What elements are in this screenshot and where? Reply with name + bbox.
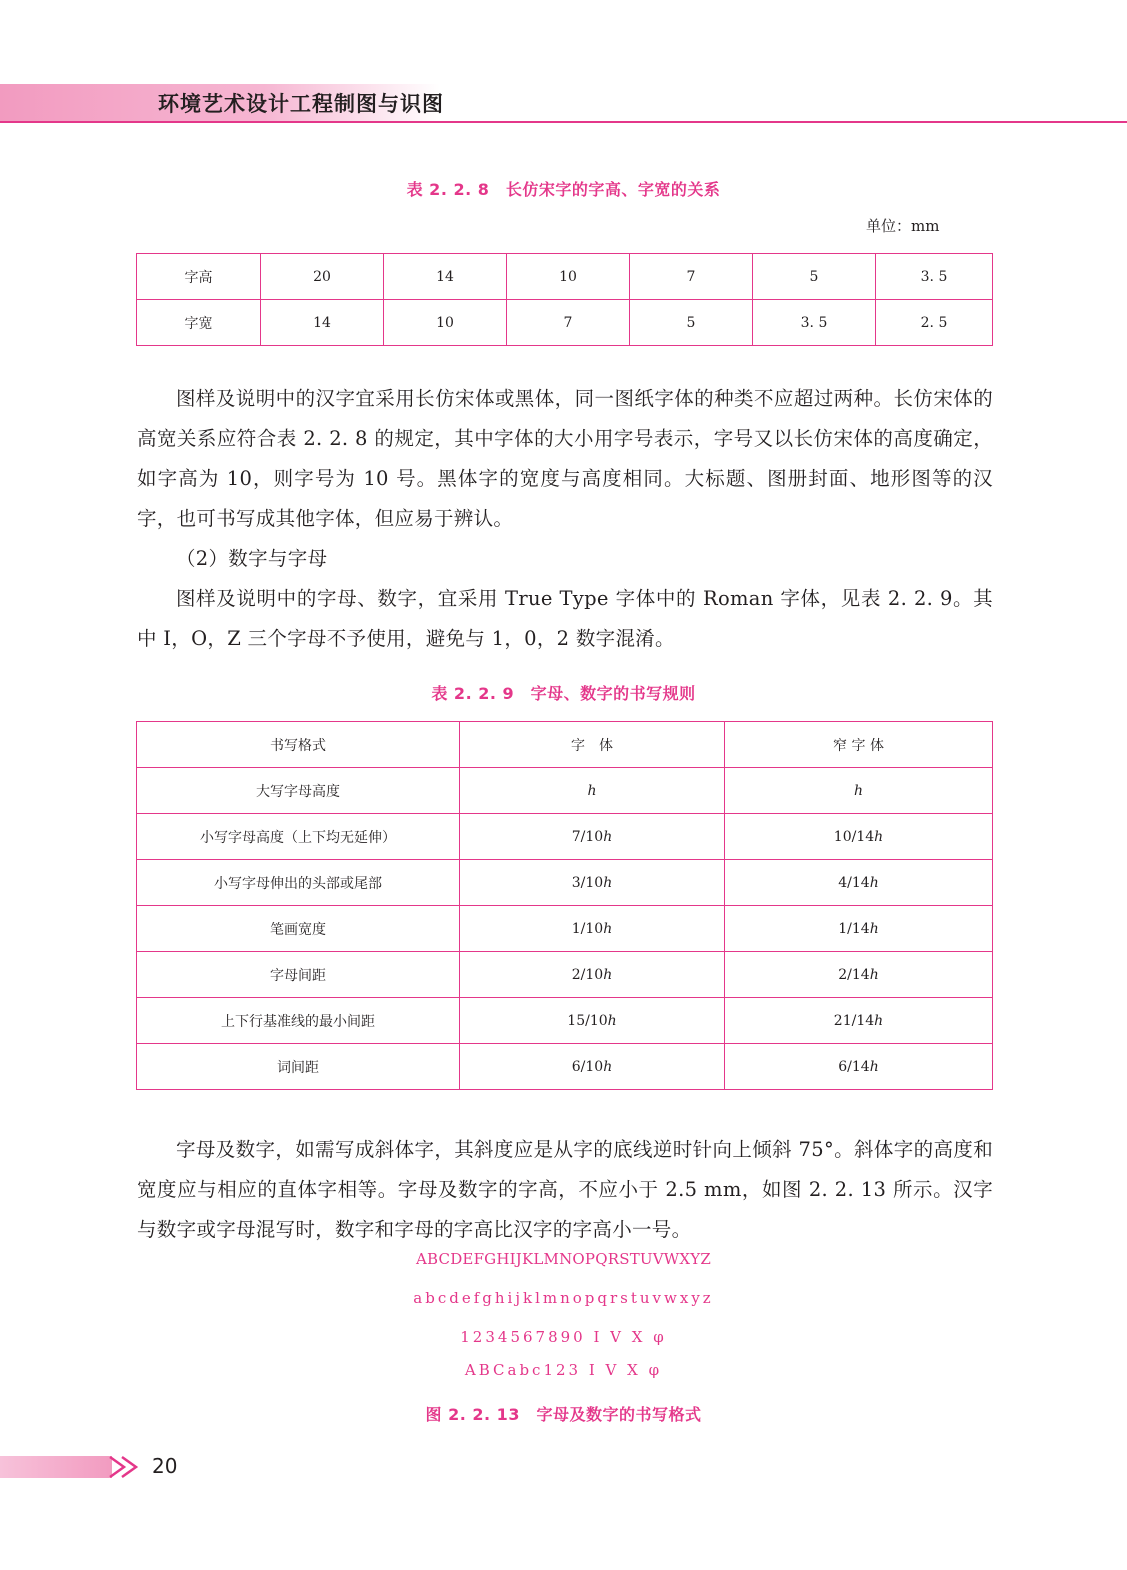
page-number: 20	[152, 1454, 178, 1478]
figure-2-2-13-caption: 图 2. 2. 13 字母及数字的书写格式	[425, 1405, 702, 1424]
table-row	[137, 1044, 993, 1090]
table-cell: 10	[507, 254, 630, 300]
table-2-2-8-caption: 表 2. 2. 8 长仿宋字的字高、字宽的关系	[406, 180, 721, 199]
row-label: 小写字母伸出的头部或尾部	[137, 860, 460, 906]
paragraph-roman-font: 图样及说明中的字母、数字，宜采用 True Type 字体中的 Roman 字体，见表 2. 2. 9。其中 I，O，Z 三个字母不予使用，避免与 1，0，2 数字混淆。	[137, 587, 993, 650]
table-cell: 3. 5	[753, 300, 876, 346]
table-row	[137, 860, 993, 906]
footer-band	[0, 1456, 112, 1478]
table-cell: 5	[753, 254, 876, 300]
row-label: 词间距	[137, 1044, 460, 1090]
row-label: 大写字母高度	[137, 768, 460, 814]
table-cell: 10	[384, 300, 507, 346]
paragraph-chinese-fonts: 图样及说明中的汉字宜采用长仿宋体或黑体，同一图纸字体的种类不应超过两种。长仿宋体的高宽关系应符合表 2. 2. 8 的规定，其中字体的大小用字号表示，字号又以长仿宋体的高度确定，如字高为 10，则字号为 10 号。黑体字的宽度与高度相同。大标题、图册封面、地形图等的汉字，也可书写成其他字体，但应易于辨认。	[137, 387, 993, 530]
header-rule	[0, 121, 1127, 123]
column-header: 书写格式	[137, 722, 460, 768]
table-cell: 3/10h	[460, 860, 725, 906]
specimen-digits: 1234567890 Ⅰ Ⅴ Ⅹ φ	[460, 1328, 667, 1346]
table-cell: 2/10h	[460, 952, 725, 998]
table-2-2-9-caption: 表 2. 2. 9 字母、数字的书写规则	[431, 684, 696, 703]
table-cell: 21/14h	[725, 998, 993, 1044]
table-row	[137, 300, 993, 346]
row-label: 字母间距	[137, 952, 460, 998]
table-cell: 7/10h	[460, 814, 725, 860]
table-cell: 5	[630, 300, 753, 346]
column-header: 字 体	[460, 722, 725, 768]
table-cell: 14	[384, 254, 507, 300]
table-header-row	[137, 722, 993, 768]
table-2-2-8	[136, 253, 993, 346]
chevron-right-icon	[108, 1455, 146, 1479]
table-cell: h	[460, 768, 725, 814]
table-cell: 2/14h	[725, 952, 993, 998]
row-label: 笔画宽度	[137, 906, 460, 952]
table-cell: 3. 5	[876, 254, 993, 300]
table-row	[137, 814, 993, 860]
table-2-2-9	[136, 721, 993, 1090]
column-header: 窄 字 体	[725, 722, 993, 768]
table-row	[137, 906, 993, 952]
table-cell: 1/10h	[460, 906, 725, 952]
table-cell: 2. 5	[876, 300, 993, 346]
row-label: 上下行基准线的最小间距	[137, 998, 460, 1044]
table-row	[137, 768, 993, 814]
running-header-title: 环境艺术设计工程制图与识图	[158, 92, 444, 116]
table-row	[137, 998, 993, 1044]
table-2-2-8-unit: 单位：mm	[866, 217, 940, 235]
table-cell: 6/14h	[725, 1044, 993, 1090]
subheading-digits-letters: （2）数字与字母	[176, 547, 328, 570]
table-row	[137, 952, 993, 998]
table-cell: 7	[507, 300, 630, 346]
table-cell: 20	[261, 254, 384, 300]
paragraph-italic-letters: 字母及数字，如需写成斜体字，其斜度应是从字的底线逆时针向上倾斜 75°。斜体字的高度和宽度应与相应的直体字相等。字母及数字的字高，不应小于 2.5 mm，如图 2. 2. 13 所示。汉字与数字或字母混写时，数字和字母的字高比汉字的字高小一号。	[137, 1138, 993, 1241]
specimen-mixed: ABCabc123 Ⅰ Ⅴ Ⅹ φ	[464, 1361, 663, 1379]
table-cell: 字高	[137, 254, 261, 300]
table-cell: 1/14h	[725, 906, 993, 952]
table-cell: 字宽	[137, 300, 261, 346]
table-cell: 4/14h	[725, 860, 993, 906]
specimen-uppercase: ABCDEFGHIJKLMNOPQRSTUVWXYZ	[415, 1250, 711, 1268]
specimen-lowercase: abcdefghijklmnopqrstuvwxyz	[413, 1289, 714, 1307]
table-cell: 7	[630, 254, 753, 300]
table-cell: 15/10h	[460, 998, 725, 1044]
table-cell: 6/10h	[460, 1044, 725, 1090]
row-label: 小写字母高度（上下均无延伸）	[137, 814, 460, 860]
table-row	[137, 254, 993, 300]
table-cell: h	[725, 768, 993, 814]
table-cell: 10/14h	[725, 814, 993, 860]
table-cell: 14	[261, 300, 384, 346]
